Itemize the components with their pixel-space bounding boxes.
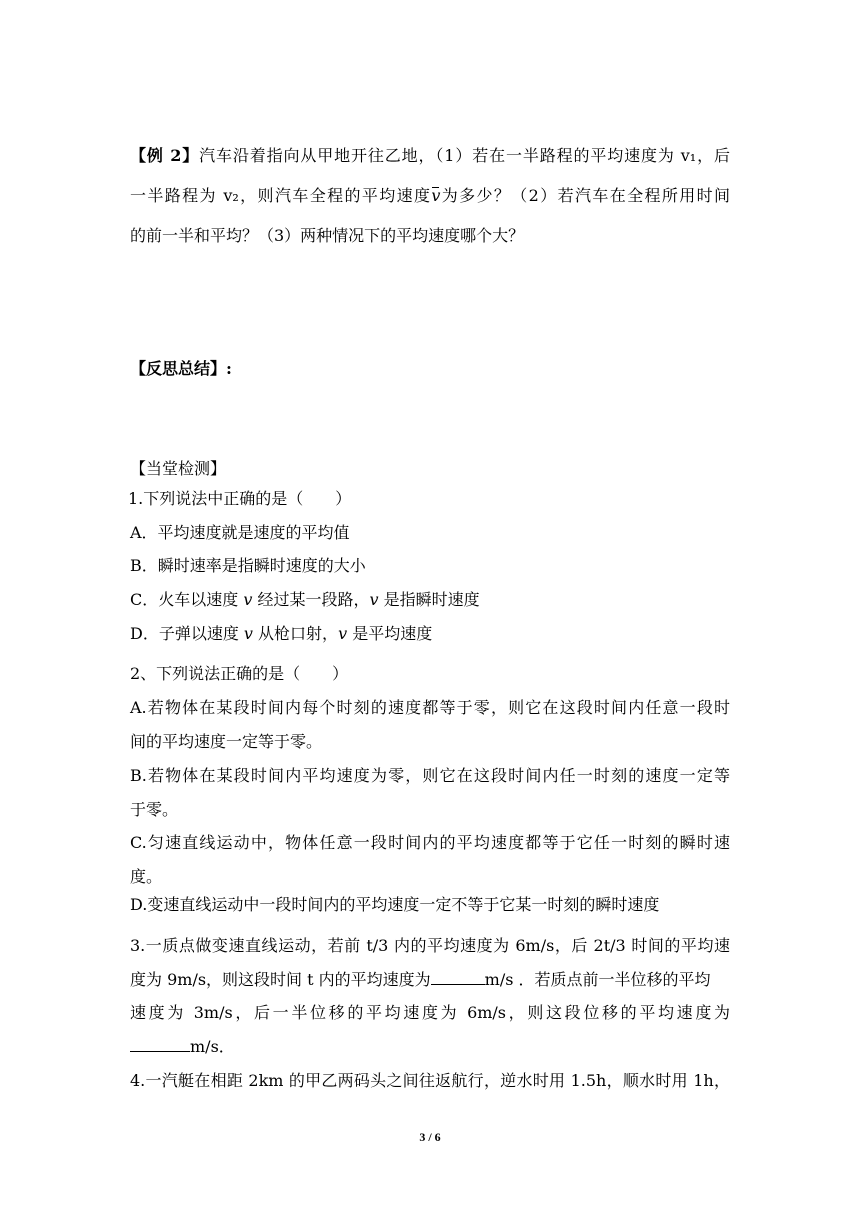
q3-line2 [130, 970, 730, 990]
q3-line4 [130, 1037, 730, 1057]
example2-text2a: 一半路程为 v₂，则汽车全程的平均速度 [130, 186, 432, 205]
example2-line2 [130, 186, 730, 206]
example2-line1 [130, 146, 730, 166]
q4-line1: 4.一汽艇在相距 2km 的甲乙两码头之间往返航行，逆水时用 1.5h，顺水时用 1h， [130, 1071, 730, 1090]
q2-stem: 2、下列说法正确的是（ ） [130, 664, 349, 683]
example2-text1: 汽车沿着指向从甲地开往乙地，（1）若在一半路程的平均速度为 v₁，后 [199, 146, 730, 165]
q1-d-v2: v [338, 624, 348, 643]
q1-d-mid: 从枪口射， [252, 624, 339, 643]
example2-line3: 的前一半和平均？（3）两种情况下的平均速度哪个大？ [130, 226, 525, 245]
q3-line3: 速度为 3m/s，后一半位移的平均速度为 6m/s，则这段位移的平均速度为 [130, 1003, 730, 1022]
q1-c-pre: C．火车以速度 [130, 590, 244, 609]
q1-option-d [130, 624, 730, 644]
q1-c-mid: 经过某一段路， [252, 590, 370, 609]
q1-c-post: 是指瞬时速度 [378, 590, 480, 609]
q2-option-c-line2: 度。 [130, 867, 163, 886]
q3-line2-post: m/s ．若质点前一半位移的平均 [484, 970, 711, 989]
q2-option-c-line1: C.匀速直线运动中，物体任意一段时间内的平均速度都等于它任一时刻的瞬时速 [130, 833, 730, 852]
q2-option-d: D.变速直线运动中一段时间内的平均速度一定不等于它某一时刻的瞬时速度 [130, 895, 660, 914]
q1-option-b: B．瞬时速率是指瞬时速度的大小 [130, 556, 366, 575]
reflection-heading: 【反思总结】: [130, 359, 232, 378]
check-heading: 【当堂检测】 [130, 459, 227, 478]
average-velocity-symbol: v [431, 186, 441, 205]
q1-c-v1: v [243, 590, 253, 609]
q1-d-v1: v [243, 624, 253, 643]
q2-option-a-line1: A.若物体在某段时间内每个时刻的速度都等于零，则它在这段时间内任意一段时 [130, 698, 730, 717]
q3-line1: 3.一质点做变速直线运动，若前 t/3 内的平均速度为 6m/s，后 2t/3 时间的平均速 [130, 936, 730, 955]
q2-option-a-line2: 间的平均速度一定等于零。 [130, 732, 323, 751]
q3-line4-unit: m/s． [190, 1037, 235, 1056]
example2-text2b: 为多少？（2）若汽车在全程所用时间 [440, 186, 730, 205]
q1-c-v2: v [369, 590, 379, 609]
q2-option-b-line1: B.若物体在某段时间内平均速度为零，则它在这段时间内任一时刻的速度一定等 [130, 766, 730, 785]
q1-option-a: A．平均速度就是速度的平均值 [130, 523, 350, 542]
q1-d-post: 是平均速度 [347, 624, 433, 643]
q2-option-b-line2: 于零。 [130, 800, 179, 819]
q1-stem: 1.下列说法中正确的是（ ） [128, 489, 352, 508]
example2-head: 【例 2】 [130, 146, 200, 165]
page-number: 3 / 6 [419, 1130, 441, 1144]
q3-answer-blank-1[interactable] [431, 970, 485, 985]
q1-d-pre: D．子弹以速度 [130, 624, 244, 643]
q1-option-c [130, 590, 730, 610]
q3-answer-blank-2[interactable] [130, 1037, 190, 1052]
q3-line2-pre: 度为 9m/s，则这段时间 t 内的平均速度为 [130, 970, 431, 989]
